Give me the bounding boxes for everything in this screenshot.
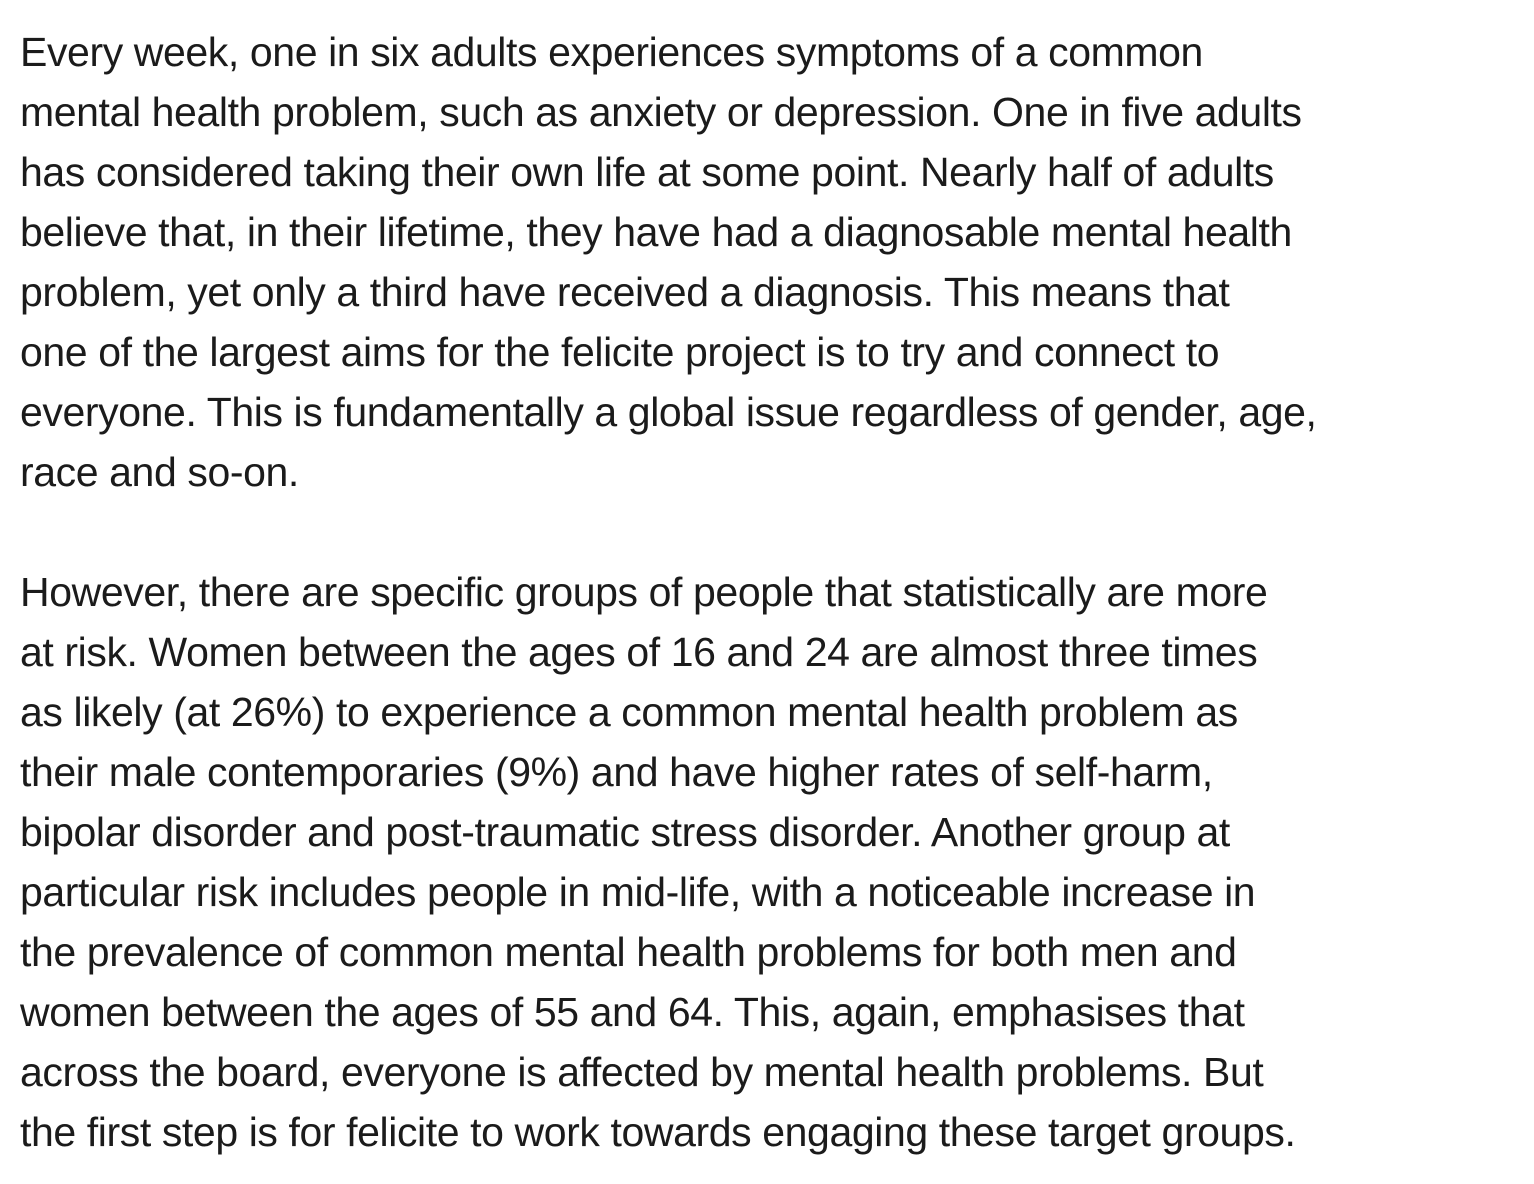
text-line: has considered taking their own life at some point. Nearly half of adults bbox=[20, 149, 1274, 195]
text-line: Every week, one in six adults experiences symptoms of a common bbox=[20, 29, 1203, 75]
text-line: However, there are specific groups of people that statistically are more bbox=[20, 569, 1268, 615]
text-line: mental health problem, such as anxiety or depression. One in five adults bbox=[20, 89, 1302, 135]
document-body bbox=[20, 22, 1520, 1162]
text-line: the prevalence of common mental health problems for both men and bbox=[20, 929, 1237, 975]
text-line: bipolar disorder and post-traumatic stress disorder. Another group at bbox=[20, 809, 1230, 855]
text-line: everyone. This is fundamentally a global issue regardless of gender, age, bbox=[20, 389, 1317, 435]
text-line: at risk. Women between the ages of 16 and 24 are almost three times bbox=[20, 629, 1258, 675]
text-line: women between the ages of 55 and 64. This, again, emphasises that bbox=[20, 989, 1245, 1035]
text-line: as likely (at 26%) to experience a common mental health problem as bbox=[20, 689, 1238, 735]
text-line: particular risk includes people in mid-life, with a noticeable increase in bbox=[20, 869, 1256, 915]
text-line: their male contemporaries (9%) and have higher rates of self-harm, bbox=[20, 749, 1213, 795]
text-line: race and so-on. bbox=[20, 449, 299, 495]
text-line: believe that, in their lifetime, they have had a diagnosable mental health bbox=[20, 209, 1292, 255]
text-line: across the board, everyone is affected by mental health problems. But bbox=[20, 1049, 1264, 1095]
text-line: the first step is for felicite to work towards engaging these target groups. bbox=[20, 1109, 1296, 1155]
paragraph-2 bbox=[20, 562, 1520, 1162]
text-line: problem, yet only a third have received a diagnosis. This means that bbox=[20, 269, 1230, 315]
paragraph-1 bbox=[20, 22, 1520, 502]
text-line: one of the largest aims for the felicite project is to try and connect to bbox=[20, 329, 1220, 375]
